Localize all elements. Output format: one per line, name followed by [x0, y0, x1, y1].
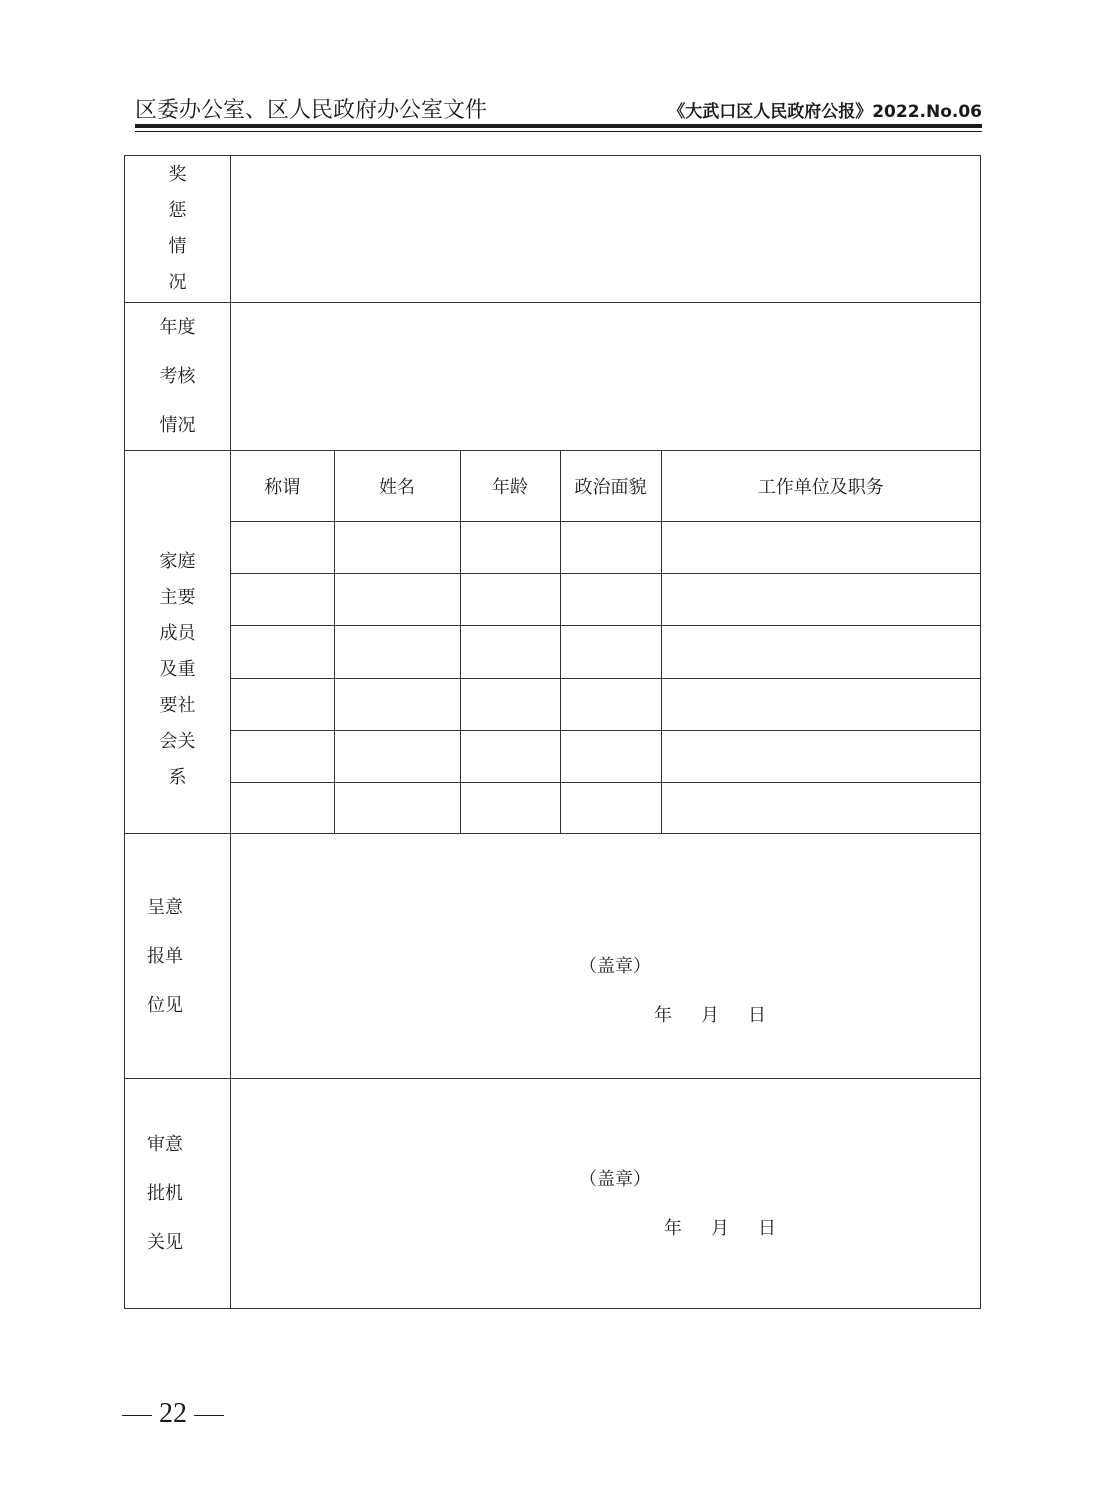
approval-opinion-row [125, 1079, 981, 1309]
approval-label-line: 审意 [147, 1134, 183, 1155]
date-day: 日 [748, 1005, 766, 1026]
submit-unit-label-line: 报单 [147, 945, 183, 967]
column-header-name: 姓名 [334, 451, 460, 521]
approval-seal: （盖章） [579, 1169, 651, 1190]
annual-review-row [125, 303, 981, 451]
family-label-line: 会关 [159, 731, 196, 752]
family-cell[interactable] [231, 521, 334, 573]
annual-review-input-cell[interactable] [231, 303, 981, 451]
family-cell[interactable] [231, 730, 334, 782]
family-cell[interactable] [560, 521, 661, 573]
family-label [125, 451, 231, 834]
family-label-line: 家庭 [159, 551, 196, 572]
family-cell[interactable] [334, 521, 460, 573]
rewards-label-char: 奖 [168, 164, 187, 185]
family-label-line: 系 [168, 767, 187, 788]
page-number-dash-right [194, 1415, 224, 1417]
family-members-table [231, 451, 980, 833]
header-rule-thin [135, 131, 982, 132]
date-year: 年 [654, 1005, 672, 1026]
annual-review-label-line: 年度 [159, 317, 196, 338]
family-cell[interactable] [560, 730, 661, 782]
family-cell[interactable] [560, 678, 661, 730]
family-cell[interactable] [334, 625, 460, 678]
rewards-label [125, 156, 231, 303]
family-cell[interactable] [460, 730, 560, 782]
column-header-title: 称谓 [231, 451, 334, 521]
family-member-row [231, 782, 980, 833]
date-month: 月 [711, 1218, 729, 1239]
approval-label-line: 批机 [147, 1183, 183, 1204]
header-left-title: 区委办公室、区人民政府办公室文件 [135, 98, 488, 123]
family-cell[interactable] [231, 625, 334, 678]
family-cell[interactable] [560, 573, 661, 625]
family-member-row [231, 730, 980, 782]
family-cell[interactable] [334, 730, 460, 782]
family-label-line: 成员 [159, 623, 196, 644]
family-cell[interactable] [661, 625, 980, 678]
family-cell[interactable] [460, 782, 560, 833]
family-cell[interactable] [661, 573, 980, 625]
annual-review-label-line: 情况 [159, 415, 196, 436]
family-cell[interactable] [661, 521, 980, 573]
family-cell[interactable] [661, 730, 980, 782]
family-row [125, 451, 981, 834]
family-cell[interactable] [560, 625, 661, 678]
rewards-label-char: 况 [168, 272, 187, 293]
date-year: 年 [664, 1218, 682, 1239]
family-label-line: 主要 [159, 587, 196, 608]
family-cell[interactable] [231, 678, 334, 730]
family-member-row [231, 678, 980, 730]
family-cell[interactable] [460, 573, 560, 625]
submit-unit-opinion-label [125, 834, 231, 1079]
date-day: 日 [758, 1218, 776, 1239]
page-number-dash-left [122, 1415, 152, 1417]
family-label-line: 及重 [159, 659, 196, 680]
family-cell[interactable] [231, 782, 334, 833]
annual-review-label [125, 303, 231, 451]
registration-form-table [124, 155, 981, 1309]
family-member-row [231, 573, 980, 625]
family-member-row [231, 521, 980, 573]
page-number [122, 1398, 224, 1430]
column-header-age: 年龄 [460, 451, 560, 521]
family-member-row [231, 625, 980, 678]
family-label-line: 要社 [159, 695, 196, 716]
family-cell[interactable] [560, 782, 661, 833]
approval-opinion-label [125, 1079, 231, 1309]
submit-unit-label-line: 呈意 [147, 896, 183, 918]
family-cell[interactable] [334, 678, 460, 730]
column-header-political-status: 政治面貌 [560, 451, 661, 521]
submit-unit-label-line: 位见 [147, 994, 183, 1016]
submit-unit-opinion-row [125, 834, 981, 1079]
family-cell[interactable] [661, 782, 980, 833]
family-cell[interactable] [460, 678, 560, 730]
header-rule-thick [135, 124, 982, 128]
rewards-label-char: 情 [168, 236, 187, 257]
family-cell[interactable] [460, 625, 560, 678]
rewards-input-cell[interactable] [231, 156, 981, 303]
family-header-row [231, 451, 980, 521]
header-right-title: 《大武口区人民政府公报》2022.No.06 [668, 102, 982, 122]
rewards-row [125, 156, 981, 303]
date-month: 月 [701, 1005, 719, 1026]
submit-unit-seal: （盖章） [579, 956, 651, 977]
submit-unit-opinion-cell[interactable] [231, 834, 981, 1079]
family-cell[interactable] [334, 573, 460, 625]
annual-review-label-line: 考核 [159, 366, 196, 387]
column-header-workplace-position: 工作单位及职务 [661, 451, 980, 521]
approval-date [664, 1214, 776, 1240]
approval-label-line: 关见 [147, 1232, 183, 1253]
rewards-label-char: 惩 [168, 200, 187, 221]
family-cell[interactable] [460, 521, 560, 573]
page-number-value: 22 [159, 1398, 187, 1429]
family-cell[interactable] [231, 573, 334, 625]
family-table-cell [231, 451, 981, 834]
family-cell[interactable] [334, 782, 460, 833]
approval-opinion-cell[interactable] [231, 1079, 981, 1309]
family-cell[interactable] [661, 678, 980, 730]
submit-unit-date [654, 1001, 766, 1027]
